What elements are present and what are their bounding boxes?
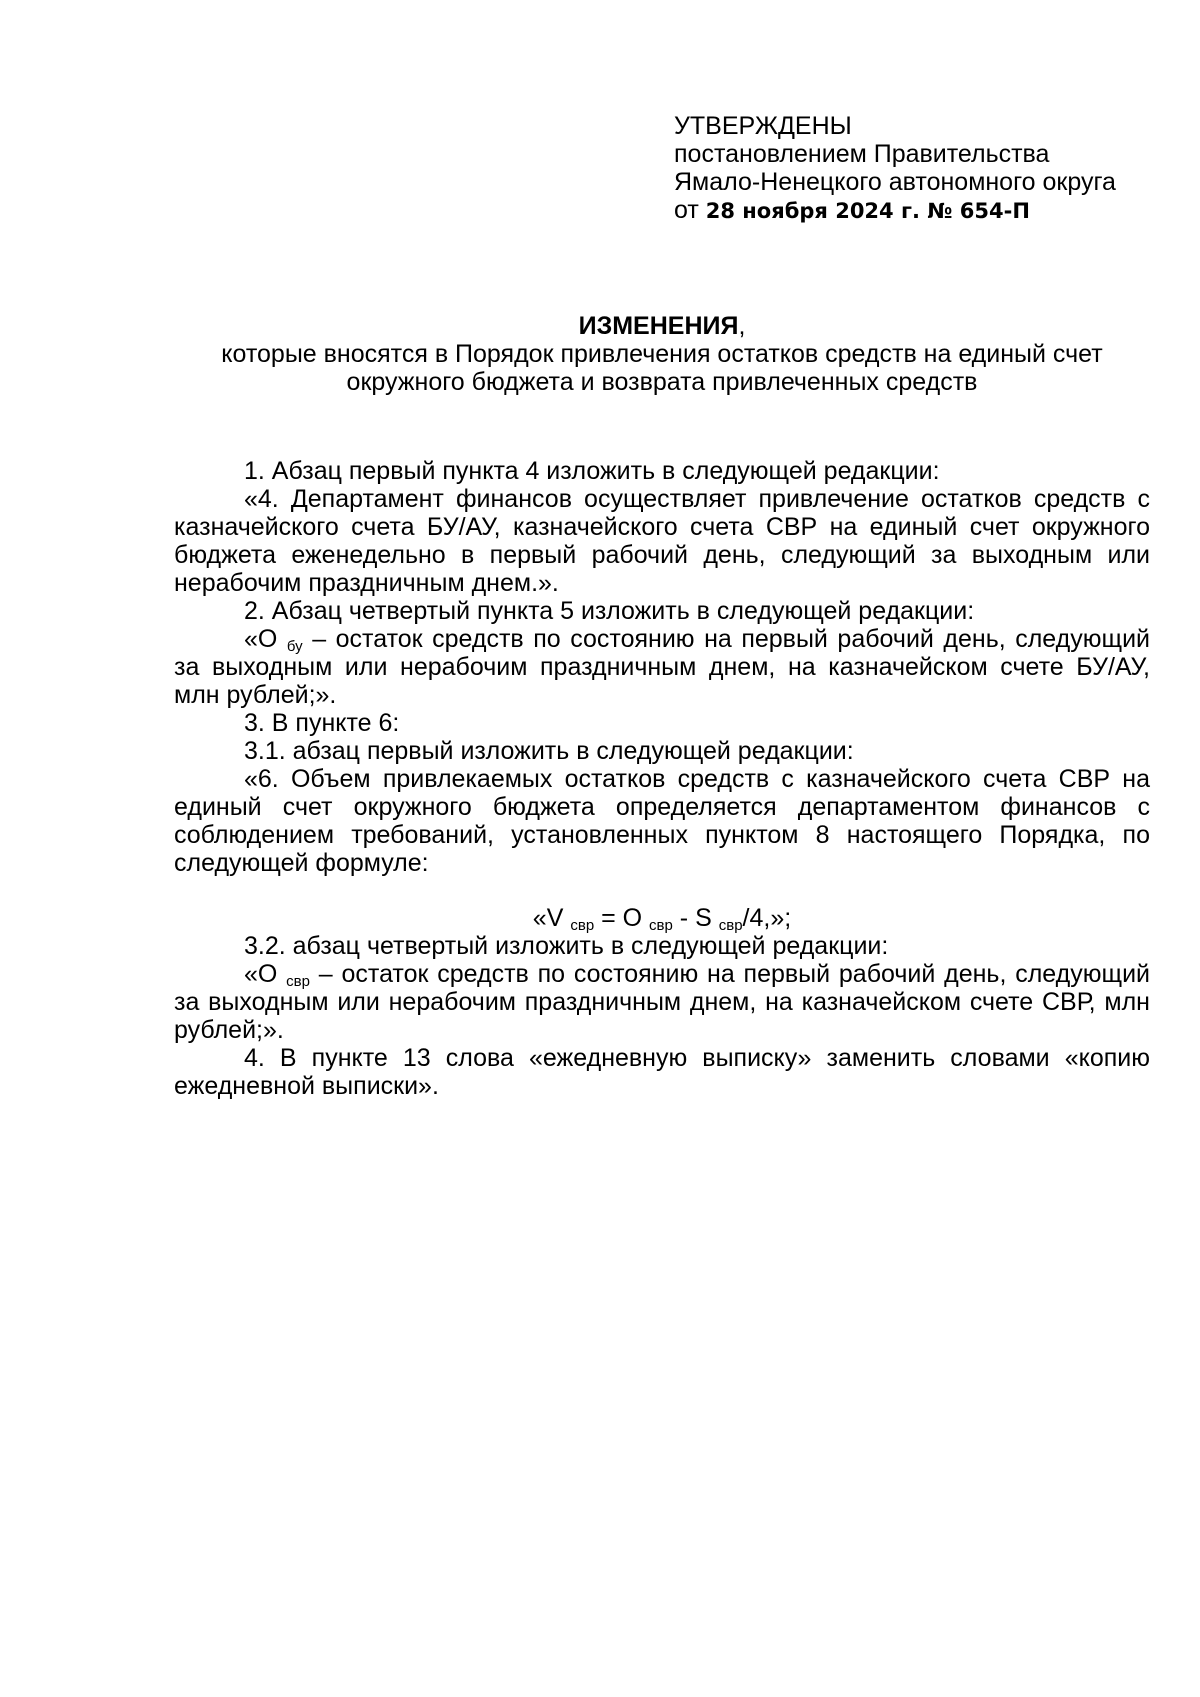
document-heading — [174, 312, 1150, 396]
heading-subtitle-line-2: окружного бюджета и возврата привлеченных средств — [346, 368, 978, 396]
paragraph-2: «4. Департамент финансов осуществляет привлечение остатков средств с казначейского счета БУ/АУ, казначейского счета СВР на единый счет окружного бюджета еженедельно в первый рабочий день, следующий за выходным или нерабочим праздничным днем.». — [174, 485, 1150, 597]
formula — [174, 904, 1150, 932]
formula-subscript-3: свр — [718, 917, 743, 934]
heading-title: ИЗМЕНЕНИЯ — [578, 312, 739, 340]
formula-part-3: - S — [672, 904, 712, 932]
approval-date-prefix: от — [674, 196, 699, 224]
heading-title-line — [174, 312, 1150, 340]
formula-part-4: /4,»; — [742, 904, 792, 932]
formula-part-2: = O — [594, 904, 643, 932]
paragraph-9-symbol: «О — [244, 960, 278, 988]
paragraph-4-subscript: бу — [286, 638, 303, 655]
paragraph-7: «6. Объем привлекаемых остатков средств с казначейского счета СВР на единый счет окружного бюджета определяется департаментом финансов с соблюдением требований, установленных пунктом 8 настоящего Порядка, по следующей формуле: — [174, 765, 1150, 877]
paragraph-4-text: – остаток средств по состоянию на первый рабочий день, следующий за выходным или нерабочим праздничным днем, на казначейском счете БУ/АУ, млн рублей;». — [174, 625, 1150, 709]
formula-part-1: «V — [532, 904, 564, 932]
approval-date-value: 28 ноября 2024 г. № 654-П — [705, 199, 1030, 223]
paragraph-4-symbol: «О — [244, 625, 278, 653]
paragraph-10: 4. В пункте 13 слова «ежедневную выписку» заменить словами «копию ежедневной выписки». — [174, 1044, 1150, 1100]
paragraph-9-subscript: свр — [286, 973, 310, 990]
paragraph-6: 3.1. абзац первый изложить в следующей редакции: — [244, 737, 854, 765]
heading-subtitle-line-1: которые вносятся в Порядок привлечения остатков средств на единый счет — [221, 340, 1103, 368]
approval-line-1: постановлением Правительства — [674, 140, 1050, 168]
approval-line-2: Ямало-Ненецкого автономного округа — [674, 168, 1116, 196]
formula-subscript-1: свр — [570, 917, 595, 934]
document-body — [174, 457, 1150, 1100]
paragraph-8: 3.2. абзац четвертый изложить в следующей редакции: — [244, 932, 889, 960]
paragraph-9-text: – остаток средств по состоянию на первый рабочий день, следующий за выходным или нерабочим праздничным днем, на казначейском счете СВР, млн рублей;». — [174, 960, 1150, 1044]
approval-title: УТВЕРЖДЕНЫ — [674, 112, 852, 140]
approval-block — [674, 112, 1116, 225]
paragraph-5: 3. В пункте 6: — [244, 709, 400, 737]
paragraph-3: 2. Абзац четвертый пункта 5 изложить в следующей редакции: — [244, 597, 975, 625]
formula-subscript-2: свр — [649, 917, 673, 934]
paragraph-9 — [174, 960, 1150, 1044]
paragraph-4 — [174, 625, 1150, 709]
approval-date-line — [674, 196, 1116, 225]
paragraph-1: 1. Абзац первый пункта 4 изложить в следующей редакции: — [244, 457, 940, 485]
heading-title-suffix: , — [738, 312, 746, 340]
